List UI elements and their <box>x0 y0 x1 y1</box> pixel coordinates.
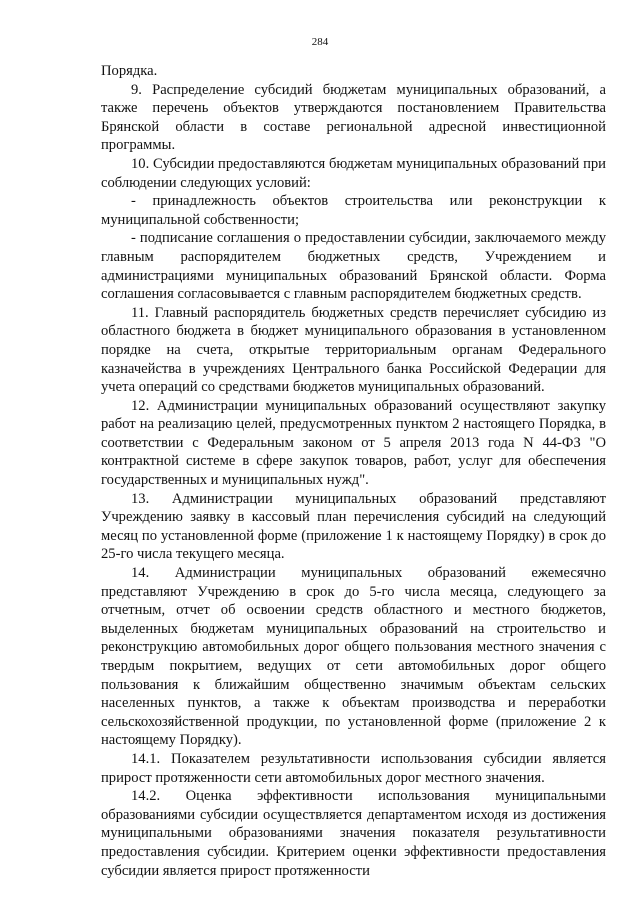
paragraph-10-condition-2: - подписание соглашения о предоставлении субсидии, заключаемого между главным распорядителем бюджетных средств, Учреждением и администрациями муниципальных образований Брянской области. Форма соглашения согласовывается с главным распорядителем бюджетных средств. <box>101 230 606 303</box>
paragraph-12: 12. Администрации муниципальных образований осуществляют закупку работ на реализацию целей, предусмотренных пунктом 2 настоящего Порядка, в соответствии с Федеральным законом от 5 апреля 2013 года N 44-ФЗ "О контрактной системе в сфере закупок товаров, работ, услуг для обеспечения государственных и муниципальных нужд". <box>101 397 606 489</box>
paragraph-14-2: 14.2. Оценка эффективности использования муниципальными образованиями субсидии осуществляется департаментом исходя из достижения муниципальными образованиями значения показателя результативности предоставления субсидии. Критерием оценки эффективности предоставления субсидии является прирост протяженности <box>101 788 606 879</box>
paragraph-9: 9. Распределение субсидий бюджетам муниципальных образований, а также перечень объектов утверждаются постановлением Правительства Брянской области в составе региональной адресной инвестиционной программы. <box>101 81 606 154</box>
paragraph-13: 13. Администрации муниципальных образований представляют Учреждению заявку в кассовый план перечисления субсидий на следующий месяц по установленной форме (приложение 1 к настоящему Порядку) в срок до 25-го числа текущего месяца. <box>101 490 606 563</box>
document-body <box>101 62 606 880</box>
paragraph-10-condition-1: - принадлежность объектов строительства или реконструкции к муниципальной собственности; <box>101 193 606 228</box>
page-number: 284 <box>311 36 329 48</box>
paragraph-11: 11. Главный распорядитель бюджетных средств перечисляет субсидию из областного бюджета в бюджет муниципального образования в установленном порядке на счета, открытые территориальным органам Федерального казначейства в учреждениях Центрального банка Российской Федерации для учета операций со средствами бюджетов муниципальных образований. <box>101 304 606 396</box>
paragraph-continuation: Порядка. <box>101 63 158 79</box>
paragraph-14: 14. Администрации муниципальных образований ежемесячно представляют Учреждению в срок до 5-го числа месяца, следующего за отчетным, отчет об освоении средств областного и местного бюджетов, выделенных бюджетам муниципальных образований на строительство и реконструкцию автомобильных дорог общего пользования местного значения с твердым покрытием, ведущих от сети автомобильных дорог общего пользования к ближайшим общественно значимым объектам сельских населенных пунктов, а также к объектам производства и переработки сельскохозяйственной продукции, по установленной форме (приложение 2 к настоящему Порядку). <box>101 565 606 749</box>
paragraph-10: 10. Субсидии предоставляются бюджетам муниципальных образований при соблюдении следующих условий: <box>101 155 606 191</box>
paragraph-14-1: 14.1. Показателем результативности использования субсидии является прирост протяженности сети автомобильных дорог местного значения. <box>101 750 606 786</box>
